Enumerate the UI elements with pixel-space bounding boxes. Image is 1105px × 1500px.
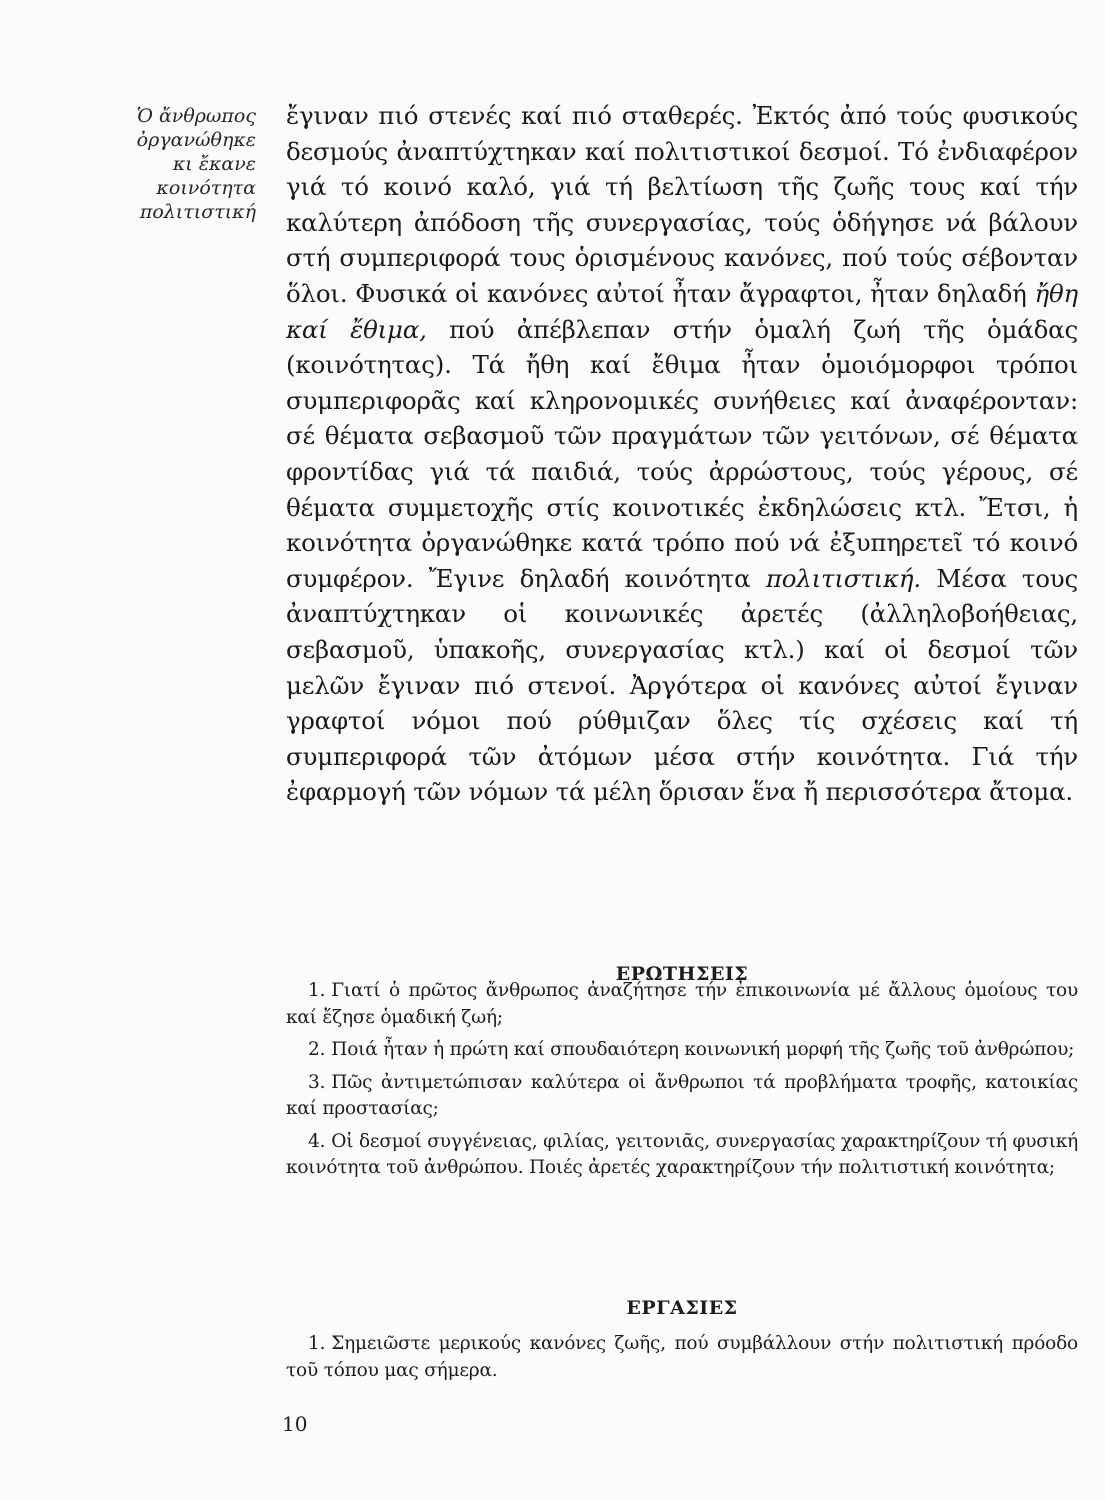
task-item [286,1331,1078,1384]
question-number: 3. [308,1071,326,1093]
question-item [286,1129,1078,1182]
task-text: Σημειῶστε μερικούς κανόνες ζωῆς, πού συμβάλλουν στήν πολιτιστική πρόοδο τοῦ τόπου μας σήμερα. [286,1333,1078,1381]
question-number: 1. [308,980,326,1001]
margin-note-line: πολιτιστική [139,201,256,223]
emphasis-cultural: πολιτιστική. [765,563,921,593]
question-item [286,1070,1078,1123]
question-number: 4. [308,1130,326,1152]
tasks-list [286,1331,1078,1390]
emphasis-customs: ἤθη καί ἔθιμα, [286,278,1078,344]
questions-heading: ΕΡΩΤΗΣΕΙΣ [615,963,749,985]
body-text-segment: ἔγιναν πιό στενές καί πιό σταθερές. Ἐκτός ἀπό τούς φυσικούς δεσμούς ἀναπτύχτηκαν καί πολιτιστικοί δεσμοί. Τό ἐνδιαφέρον γιά τό κοινό καλό, γιά τή βελτίωση τῆς ζωῆς τους καί τήν καλύτερη ἀπόδοση τῆς συνεργασίας, τούς ὁδήγησε νά βάλουν στή συμπεριφορά τους ὁρισμένους κανόνες, πού τούς σέβονταν ὅλοι. Φυσικά οἱ κανόνες αὐτοί ἦταν ἄγραφτοι, ἦταν δηλαδή [286,101,1078,308]
question-item [286,1037,1078,1064]
questions-list [286,978,1078,1188]
question-number: 2. [308,1039,326,1060]
margin-note-line: κι ἔκανε [172,153,256,175]
margin-note-line: ὀργανώθηκε [136,129,256,151]
tasks-heading: ΕΡΓΑΣΙΕΣ [626,1297,738,1319]
task-number: 1. [308,1333,326,1354]
body-text-segment: πού ἀπέβλεπαν στήν ὁμαλή ζωή τῆς ὁμάδας (κοινότητας). Τά ἤθη καί ἔθιμα ἦταν ὁμοιόμορφοι τρόποι συμπεριφορᾶς καί κληρονομικές συνήθειες καί ἀναφέρονταν: σέ θέματα σεβασμοῦ τῶν πραγμάτων τῶν γειτόνων, σέ θέματα φροντίδας γιά τά παιδιά, τούς ἀρρώστους, τούς γέρους, σέ θέματα συμμετοχῆς στίς κοινοτικές ἐκδηλώσεις κτλ. Ἔτσι, ἡ κοινότητα ὀργανώθηκε κατά τρόπο πού νά ἐξυπηρετεῖ τό κοινό συμφέρον. Ἔγινε δηλαδή κοινότητα [286,314,1078,593]
question-text: Πῶς ἀντιμετώπισαν καλύτερα οἱ ἄνθρωποι τά προβλήματα τροφῆς, κατοικίας καί προστασίας; [286,1071,1078,1119]
question-text: Ποιά ἦταν ἡ πρώτη καί σπουδαιότερη κοινωνική μορφή τῆς ζωῆς τοῦ ἀνθρώπου; [331,1039,1075,1060]
question-text: Οἱ δεσμοί συγγένειας, φιλίας, γειτονιᾶς, συνεργασίας χαρακτηρίζουν τή φυσική κοινότητα τοῦ ἀνθρώπου. Ποιές ἀρετές χαρακτηρίζουν τήν πολιτιστική κοινότητα; [286,1130,1078,1178]
body-paragraph [286,98,1078,810]
question-item [286,978,1078,1031]
main-paragraph [286,98,1078,810]
margin-note-organization [60,104,256,224]
margin-note-line: κοινότητα [156,177,256,199]
margin-note-line: Ὁ ἄνθρωπος [136,105,256,127]
page-number: 10 [282,1412,308,1436]
question-text: Γιατί ὁ πρῶτος ἄνθρωπος ἀναζήτησε τήν ἐπικοινωνία μέ ἄλλους ὁμοίους του καί ἔζησε ὁμαδική ζωή; [286,980,1078,1028]
body-text-segment: Μέσα τους ἀναπτύχτηκαν οἱ κοινωνικές ἀρετές (ἀλληλοβοήθειας, σεβασμοῦ, ὑπακοῆς, συνεργασίας κτλ.) καί οἱ δεσμοί τῶν μελῶν ἔγιναν πιό στενοί. Ἀργότερα οἱ κανόνες αὐτοί ἔγιναν γραφτοί νόμοι πού ρύθμιζαν ὅλες τίς σχέσεις καί τή συμπεριφορά τῶν ἀτόμων μέσα στήν κοινότητα. Γιά τήν ἐφαρμογή τῶν νόμων τά μέλη ὅρισαν ἕνα ἤ περισσότερα ἄτομα. [286,563,1079,807]
